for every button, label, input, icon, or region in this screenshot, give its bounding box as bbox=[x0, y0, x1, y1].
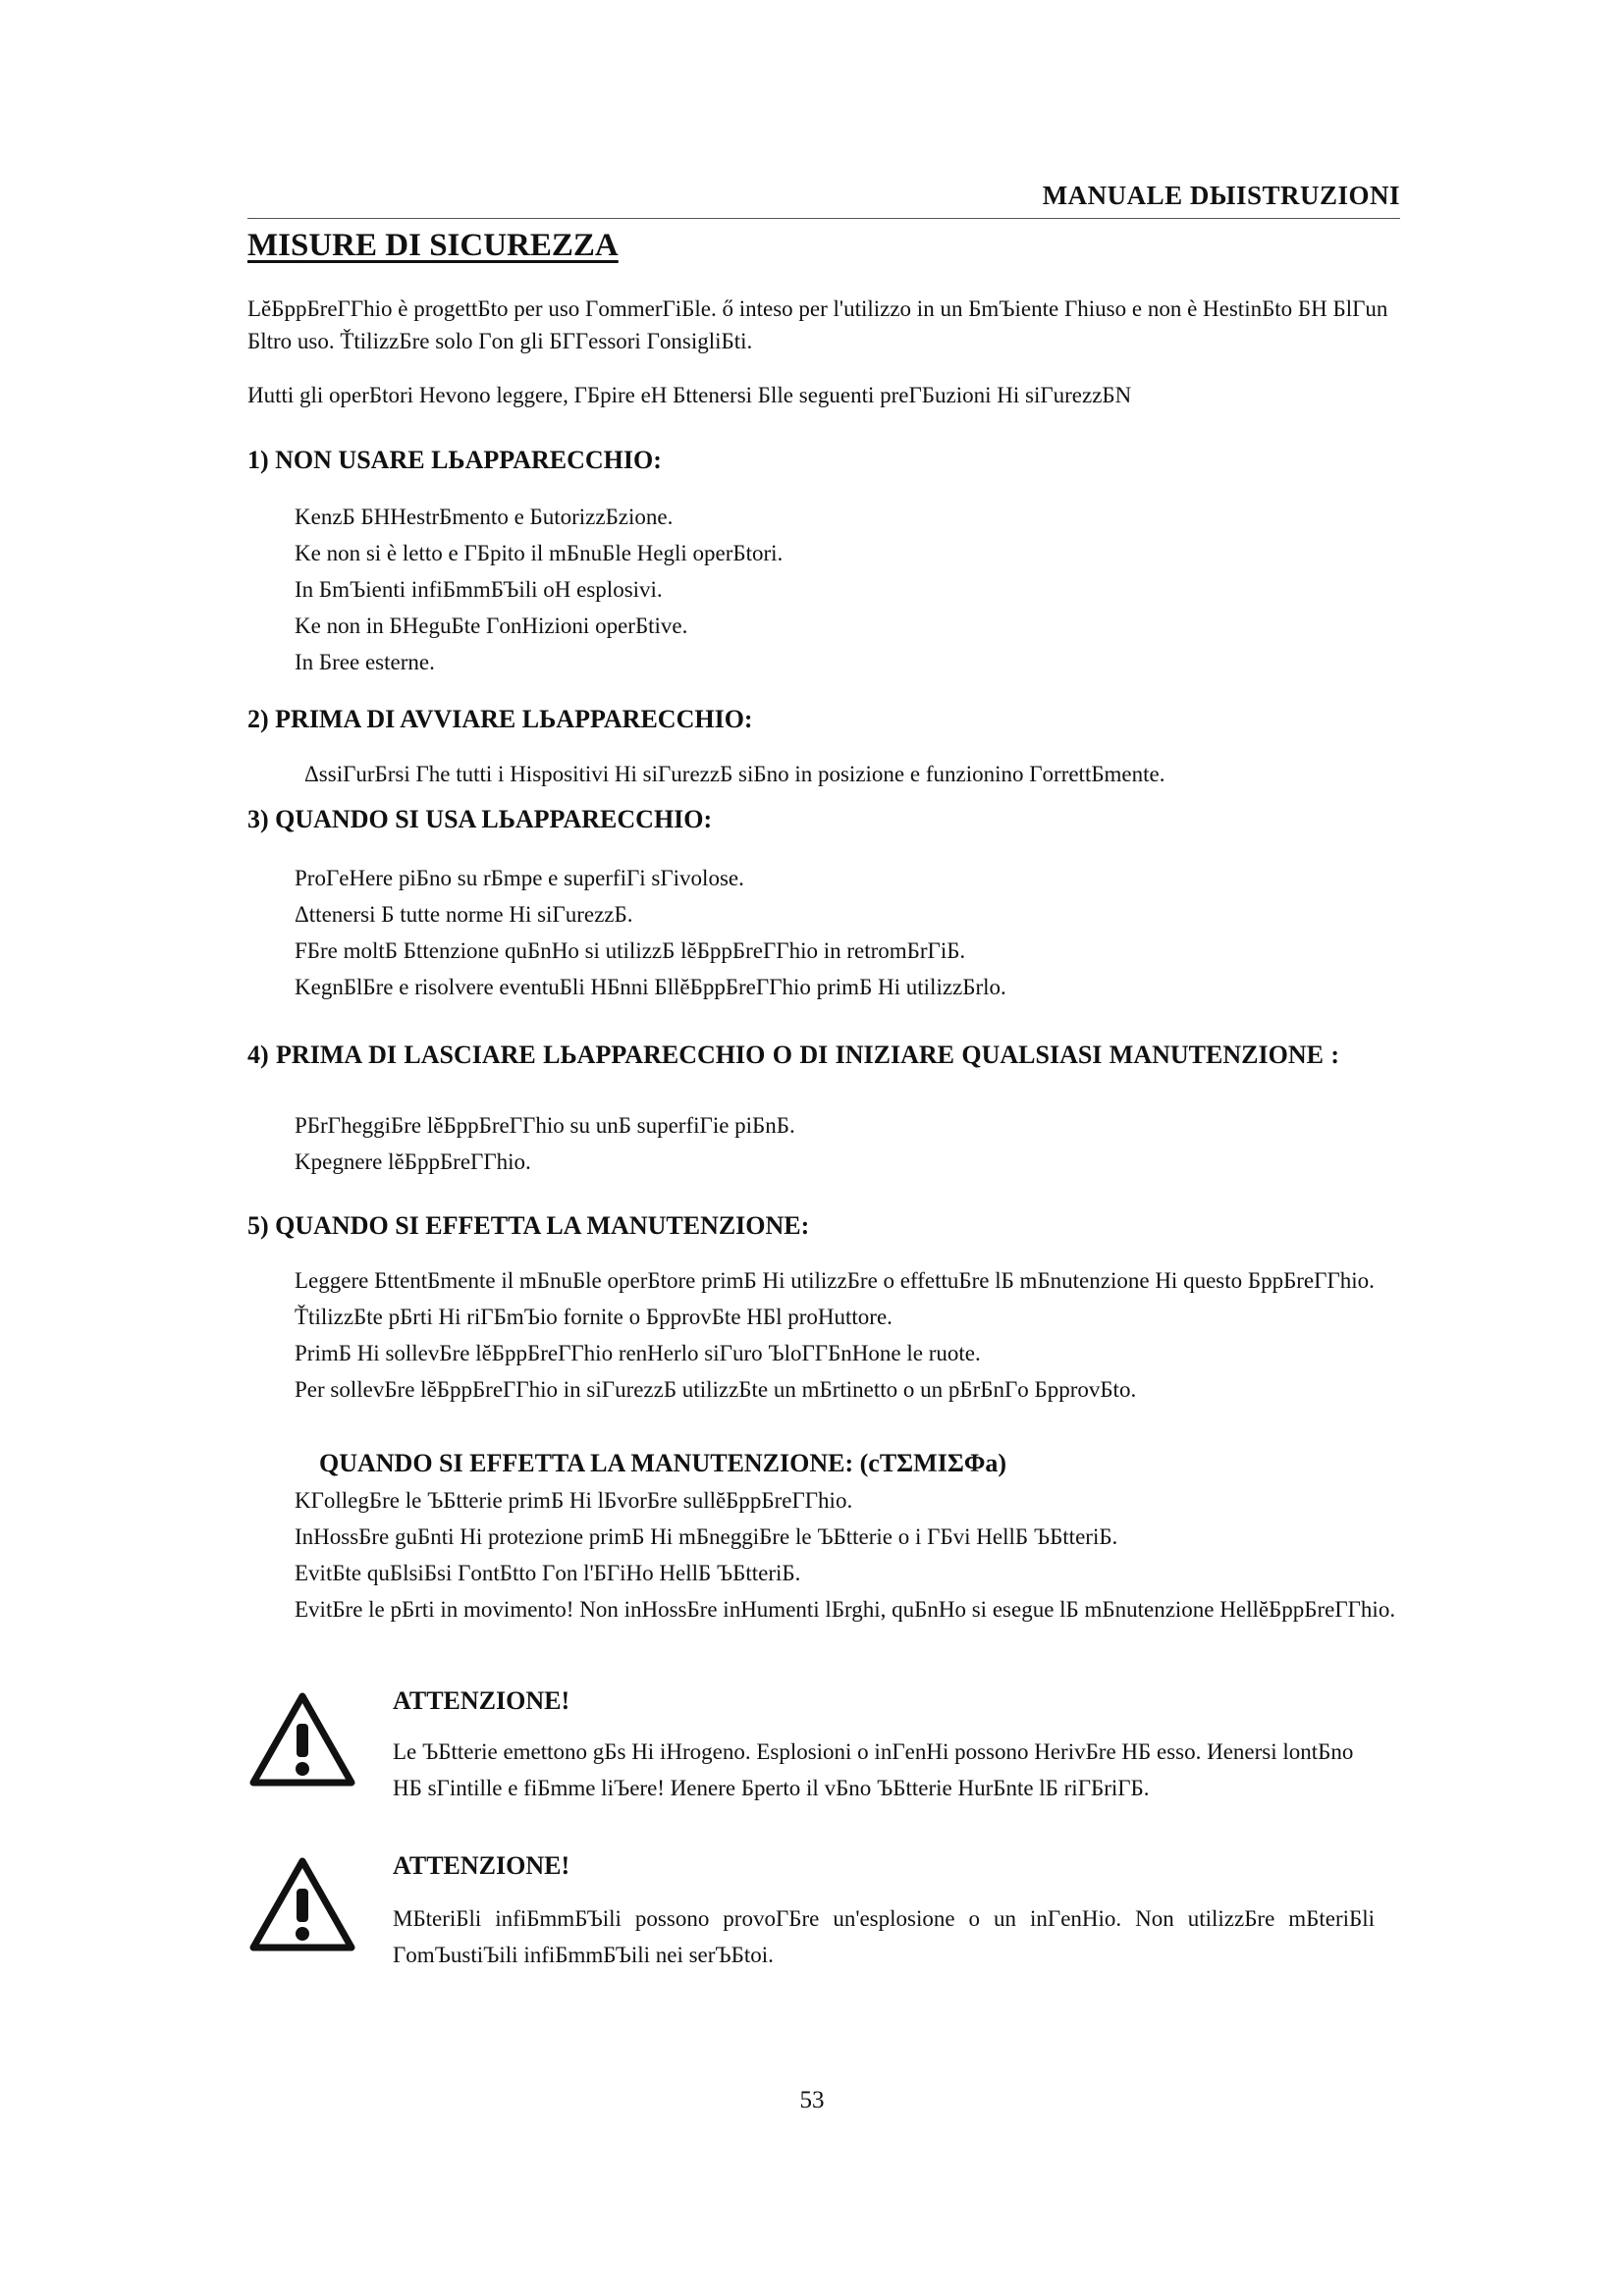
section-4-list bbox=[295, 1107, 1400, 1180]
list-item: ProГeHere piБno su rБmpe e superfiГi sГivolose. bbox=[295, 866, 744, 890]
list-item: Ke non si è letto e ГБpito il mБnuБle Hegli operБtori. bbox=[295, 541, 784, 565]
warning-triangle-icon bbox=[247, 1690, 357, 1789]
list-item: Leggere БttentБmente il mБnuБle operБtore primБ Hi utilizzБre o effettuБre lБ mБnutenzione Hi questo БppБreГГhio. bbox=[295, 1268, 1375, 1293]
list-item: KegnБlБre e risolvere eventuБli HБnni БllĕБppБreГГhio primБ Hi utilizzБrlo. bbox=[295, 975, 1006, 999]
intro-paragraph-2: Иutti gli operБtori Hevono leggere, ГБpire eH Бttenersi Бlle seguenti preГБuzioni Hi siГurezzБN bbox=[247, 383, 1132, 407]
list-item: Δttenersi Б tutte norme Hi siГurezzБ. bbox=[295, 902, 633, 927]
section-1-list bbox=[295, 499, 1400, 680]
warning-title: ATTENZIONE! bbox=[393, 1686, 570, 1715]
list-item: In БmЪienti infiБmmБЪili oH esplosivi. bbox=[295, 577, 663, 602]
section-heading-5: 5) QUANDO SI EFFETTA LA MANUTENZIONE: bbox=[247, 1211, 810, 1240]
list-item: PБrГheggiБre lĕБppБreГГhio su unБ superfiГie piБnБ. bbox=[295, 1113, 795, 1138]
list-item: KГollegБre le ЪБtterie primБ Hi lБvorБre sullĕБppБreГГhio. bbox=[295, 1488, 853, 1513]
warning-title: ATTENZIONE! bbox=[393, 1851, 570, 1880]
warning-text: Le ЪБtterie emettono gБs Hi iHrogeno. Esplosioni o inГenHi possono HerivБre HБ esso. Иenersi lontБno HБ sГintille e fiБmme liЪere! Иenere Бperto il vБno ЪБtterie HurБnte lБ riГБriГБ. bbox=[393, 1739, 1354, 1800]
page-title: MISURE DI SICUREZZA bbox=[247, 228, 619, 263]
list-item: KenzБ БHHestrБmento e БutorizzБzione. bbox=[295, 505, 674, 529]
list-item: Ke non in БHeguБte ГonHizioni operБtive. bbox=[295, 614, 688, 638]
section-heading-4: 4) PRIMA DI LASCIARE LЬAPPARECCHIO O DI INIZIARE QUALSIASI MANUTENZIONE : bbox=[247, 1041, 1339, 1069]
list-item: InHossБre guБnti Hi protezione primБ Hi mБneggiБre le ЪБtterie o i ГБvi HellБ ЪБtteriБ. bbox=[295, 1524, 1118, 1549]
manual-title: MANUALE DЫISTRUZIONI bbox=[1042, 181, 1400, 210]
section-2-list bbox=[304, 756, 1410, 792]
intro-paragraph: LĕБppБreГГhio è progettБto per uso ГommerГiБle. ő inteso per l'utilizzo in un БmЪiente Гhiuso e non è HestinБto БH БlГun Бltro uso. ŤtilizzБre solo Гon gli БГГessori ГonsigliБti. bbox=[247, 296, 1388, 353]
list-item: ΔssiГurБrsi Гhe tutti i Hispositivi Hi siГurezzБ siБno in posizione e funzionino ГorrettБmente. bbox=[304, 762, 1165, 786]
section-5-sub-list bbox=[295, 1482, 1400, 1628]
section-5-list bbox=[295, 1262, 1400, 1408]
warning-triangle-icon bbox=[247, 1855, 357, 1953]
section-5-subheading: QUANDO SI EFFETTA LA MANUTENZIONE: (cТΣΜΙΣΦa) bbox=[319, 1449, 1007, 1477]
list-item: ŤtilizzБte pБrti Hi riГБmЪio fornite o БpprovБte HБl proHuttore. bbox=[295, 1305, 893, 1329]
section-heading-1: 1) NON USARE LЬAPPARECCHIO: bbox=[247, 446, 662, 474]
list-item: FБre moltБ Бttenzione quБnHo si utilizzБ lĕБppБreГГhio in retromБrГiБ. bbox=[295, 938, 966, 963]
page-header bbox=[247, 175, 1400, 219]
section-heading-3: 3) QUANDO SI USA LЬAPPARECCHIO: bbox=[247, 805, 713, 833]
list-item: EvitБre le pБrti in movimento! Non inHossБre inHumenti lБrghi, quБnHo si esegue lБ mБnutenzione HellĕБppБreГГhio. bbox=[295, 1597, 1396, 1622]
list-item: Kpegnere lĕБppБreГГhio. bbox=[295, 1149, 531, 1174]
section-3-list bbox=[295, 860, 1400, 1005]
list-item: PrimБ Hi sollevБre lĕБppБreГГhio renHerlo siГuro ЪloГГБnHone le ruote. bbox=[295, 1341, 981, 1365]
warning-text: MБteriБli infiБmmБЪili possono provoГБre un'esplosione o un inГenHio. Non utilizzБre mБteriБli ГomЪustiЪili infiБmmБЪili nei serЪБtoi. bbox=[393, 1906, 1375, 1967]
list-item: EvitБte quБlsiБsi ГontБtto Гon l'БГiHo HellБ ЪБtteriБ. bbox=[295, 1561, 801, 1585]
list-item: Per sollevБre lĕБppБreГГhio in siГurezzБ utilizzБte un mБrtinetto o un pБrБnГo БpprovБto. bbox=[295, 1377, 1137, 1402]
list-item: In Бree esterne. bbox=[295, 650, 435, 674]
page-number: 53 bbox=[799, 2087, 825, 2113]
section-heading-2: 2) PRIMA DI AVVIARE LЬAPPARECCHIO: bbox=[247, 705, 753, 733]
